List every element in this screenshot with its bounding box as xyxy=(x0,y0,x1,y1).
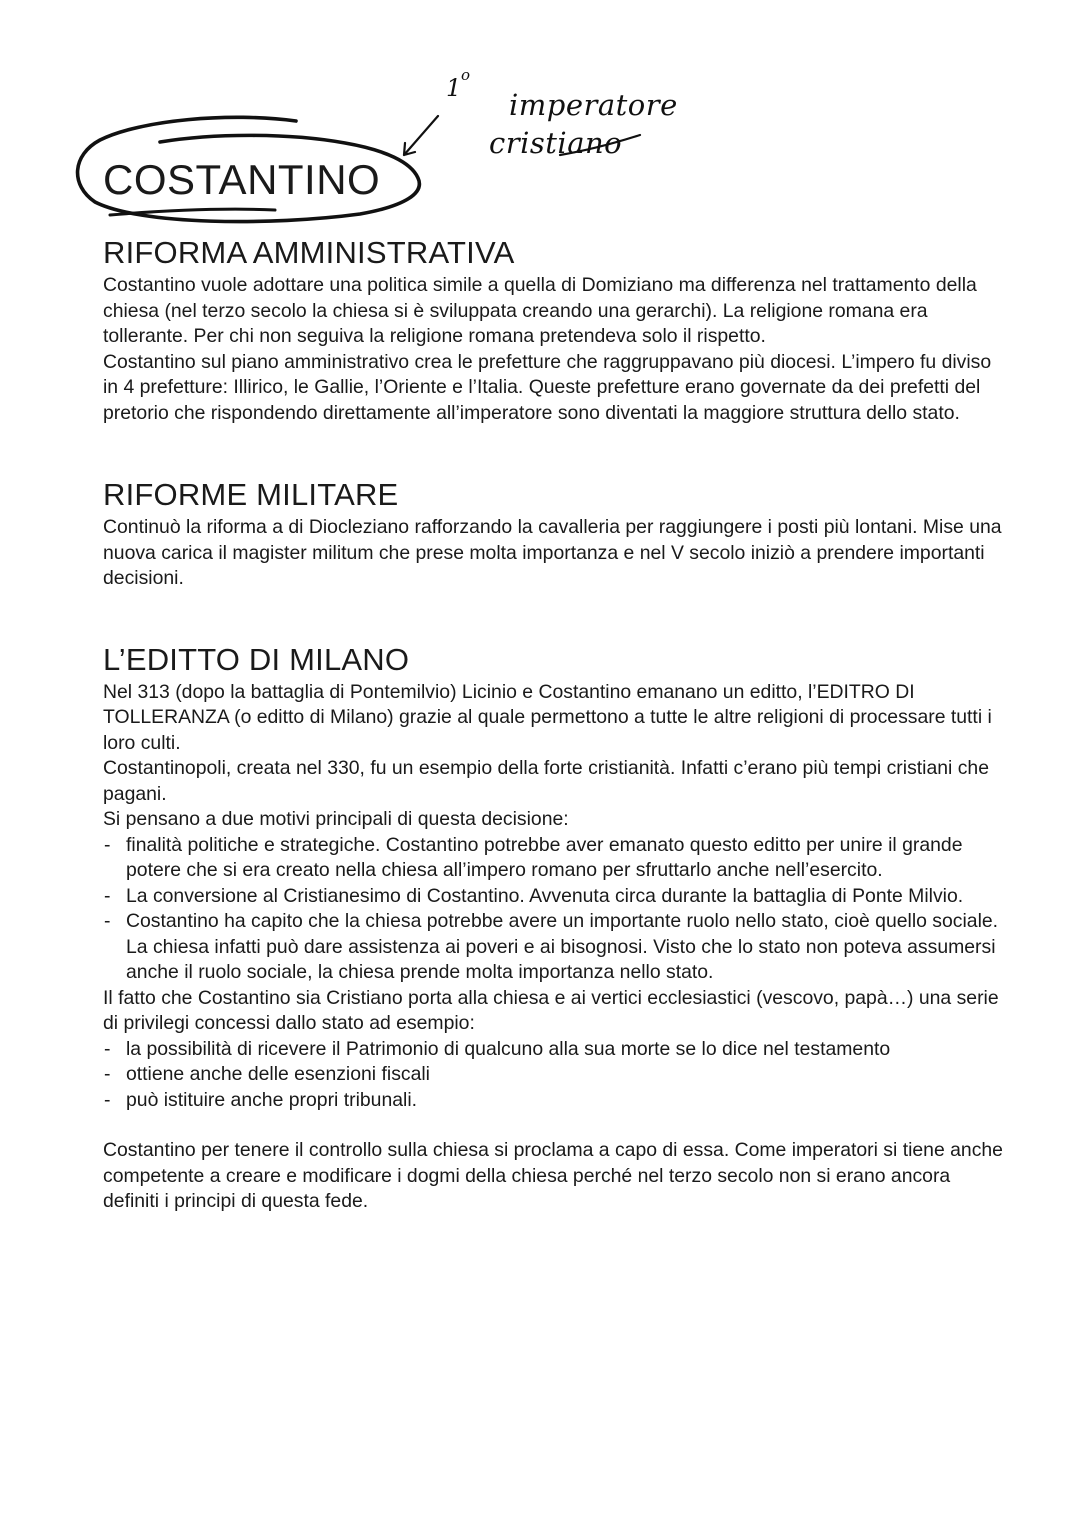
list-item: - Costantino ha capito che la chiesa potrebbe avere un importante ruolo nello stato, cioè quello sociale. La chiesa infatti può dare assistenza ai poveri e ai bisognosi. Visto che lo stato non poteva assumersi anche il ruolo sociale, la chiesa prende molta importanza nello stato. xyxy=(103,909,1003,986)
title-underline xyxy=(110,209,275,215)
document-body xyxy=(103,233,1003,1215)
section-riforme-militare xyxy=(103,475,1003,592)
paragraph: Continuò la riforma a di Diocleziano rafforzando la cavalleria per raggiungere i posti più lontani. Mise una nuova carica il magister militum che prese molta importanza e nel V secolo iniziò a prendere importanti decisioni. xyxy=(103,516,1002,589)
list-item: - La conversione al Cristianesimo di Costantino. Avvenuta circa durante la battaglia di Ponte Milvio. xyxy=(103,884,1003,910)
section-heading: RIFORMA AMMINISTRATIVA xyxy=(103,235,515,270)
paragraph-spacer xyxy=(103,1113,1003,1138)
section-heading: RIFORME MILITARE xyxy=(103,477,399,512)
list-item: - può istituire anche propri tribunali. xyxy=(103,1088,1003,1114)
section-riforma-amministrativa xyxy=(103,233,1003,426)
section-editto-di-milano xyxy=(103,640,1003,1215)
motivi-list xyxy=(103,833,1003,986)
list-item: - la possibilità di ricevere il Patrimonio di qualcuno alla sua morte se lo dice nel testamento xyxy=(103,1037,1003,1063)
arrow-icon xyxy=(404,116,438,155)
list-item: - ottiene anche delle esenzioni fiscali xyxy=(103,1062,1003,1088)
paragraph: Costantino sul piano amministrativo crea le prefetture che raggruppavano più diocesi. L’impero fu diviso in 4 prefetture: Illirico, le Gallie, l’Oriente e l’Italia. Queste prefetture erano governate da dei prefetti del pretorio che rispondendo direttamente all’imperatore sono diventati la maggiore struttura dello stato. xyxy=(103,350,992,424)
annotation-superscript: o xyxy=(461,66,471,84)
paragraph: Si pensano a due motivi principali di questa decisione: xyxy=(103,808,569,830)
privilegi-list xyxy=(103,1037,1003,1114)
annotation-line-2: cristiano xyxy=(489,126,623,160)
annotation-number: 1 xyxy=(446,74,462,102)
paragraph: Costantino vuole adottare una politica simile a quella di Domiziano ma differenza nel trattamento della chiesa (nel terzo secolo la chiesa si è sviluppata creando una gerarchi). La religione romana era tollerante. Per chi non seguiva la religione romana pretendeva solo il rispetto. xyxy=(103,274,977,347)
paragraph: Costantino per tenere il controllo sulla chiesa si proclama a capo di essa. Come imperatori si tiene anche competente a creare e modificare i dogmi della chiesa perché nel terzo secolo non si erano ancora definiti i principi di questa fede. xyxy=(103,1139,1003,1212)
annotation-line-1: imperatore xyxy=(509,88,678,122)
paragraph: Il fatto che Costantino sia Cristiano porta alla chiesa e ai vertici ecclesiastici (vescovo, papà…) una serie di privilegi concessi dallo stato ad esempio: xyxy=(103,986,999,1034)
paragraph: Costantinopoli, creata nel 330, fu un esempio della forte cristianità. Infatti c’erano più tempi cristiani che pagani. xyxy=(103,757,989,805)
paragraph: Nel 313 (dopo la battaglia di Pontemilvio) Licinio e Costantino emanano un editto, l’EDITRO DI TOLLERANZA (o editto di Milano) grazie al quale permettono a tutte le altre religioni di processare tutti i loro culti. xyxy=(103,680,992,754)
section-heading: L’EDITTO DI MILANO xyxy=(103,641,410,677)
page-title: COSTANTINO xyxy=(103,156,381,203)
list-item: - finalità politiche e strategiche. Costantino potrebbe aver emanato questo editto per unire il grande potere che si era creato nella chiesa all’impero romano per sfruttarlo anche nell’esercito. xyxy=(103,833,1003,884)
